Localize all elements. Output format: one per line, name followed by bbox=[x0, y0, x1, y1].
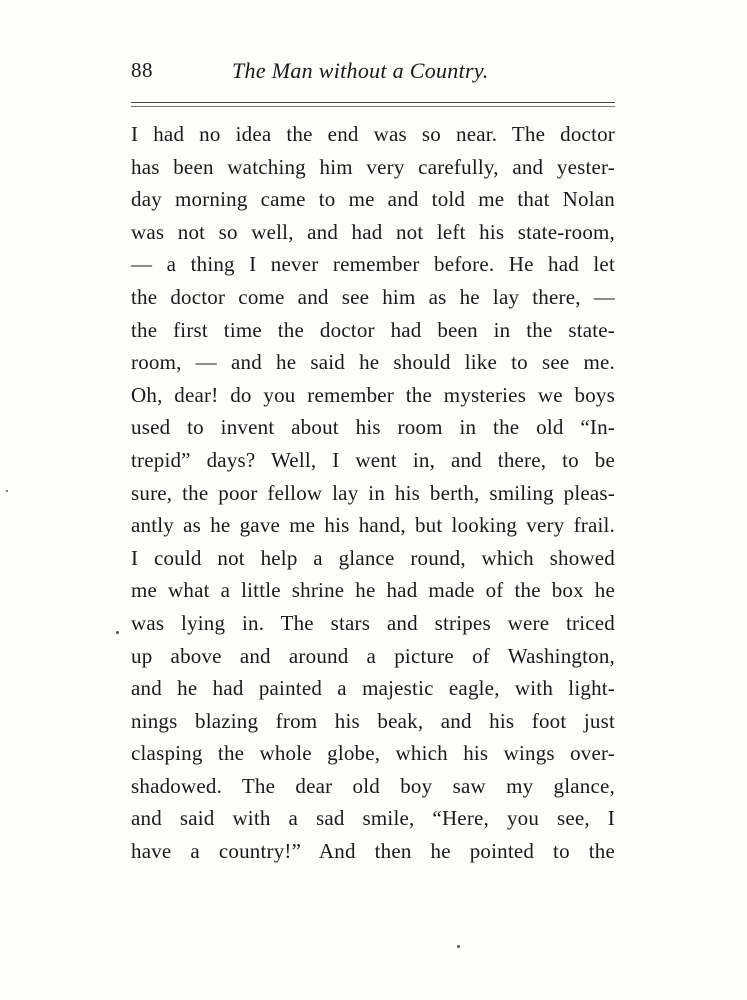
text-line: — a thing I never remember before. He had let bbox=[131, 252, 615, 277]
text-line: me what a little shrine he had made of the box he bbox=[131, 578, 615, 603]
text-line: up above and around a picture of Washington, bbox=[131, 643, 615, 668]
header-rule bbox=[131, 102, 615, 103]
text-line: nings blazing from his beak, and his foot just bbox=[131, 708, 615, 733]
paper-speck bbox=[116, 631, 119, 634]
text-line: I had no idea the end was so near. The doctor bbox=[131, 122, 615, 146]
text-line: room, — and he said he should like to see me. bbox=[131, 350, 615, 375]
text-line: clasping the whole globe, which his wings over- bbox=[131, 741, 615, 766]
text-line: the doctor come and see him as he lay there, — bbox=[131, 284, 615, 309]
text-line: was not so well, and had not left his state-room, bbox=[131, 219, 615, 244]
header-rule-secondary bbox=[131, 106, 615, 107]
text-line: and said with a sad smile, “Here, you see, I bbox=[131, 806, 615, 831]
body-text bbox=[131, 118, 615, 868]
text-line: used to invent about his room in the old “In- bbox=[131, 415, 615, 440]
text-line: and he had painted a majestic eagle, with light- bbox=[131, 676, 615, 701]
text-line: the first time the doctor had been in the state- bbox=[131, 317, 615, 342]
paper-speck bbox=[6, 490, 8, 492]
running-head bbox=[131, 58, 615, 90]
running-title: The Man without a Country. bbox=[232, 58, 489, 83]
text-line: sure, the poor fellow lay in his berth, smiling pleas- bbox=[131, 480, 615, 505]
paper-speck bbox=[457, 945, 460, 948]
text-line: was lying in. The stars and stripes were triced bbox=[131, 610, 615, 635]
text-line: antly as he gave me his hand, but looking very frail. bbox=[131, 513, 615, 538]
text-line: Oh, dear! do you remember the mysteries we boys bbox=[131, 382, 615, 407]
text-line: shadowed. The dear old boy saw my glance, bbox=[131, 773, 615, 798]
text-line: I could not help a glance round, which showed bbox=[131, 545, 615, 570]
text-line: trepid” days? Well, I went in, and there, to be bbox=[131, 447, 615, 472]
text-line: day morning came to me and told me that Nolan bbox=[131, 187, 615, 212]
text-line: has been watching him very carefully, and yester- bbox=[131, 154, 615, 179]
text-line: have a country!” And then he pointed to the bbox=[131, 839, 615, 864]
page-number: 88 bbox=[131, 58, 153, 82]
